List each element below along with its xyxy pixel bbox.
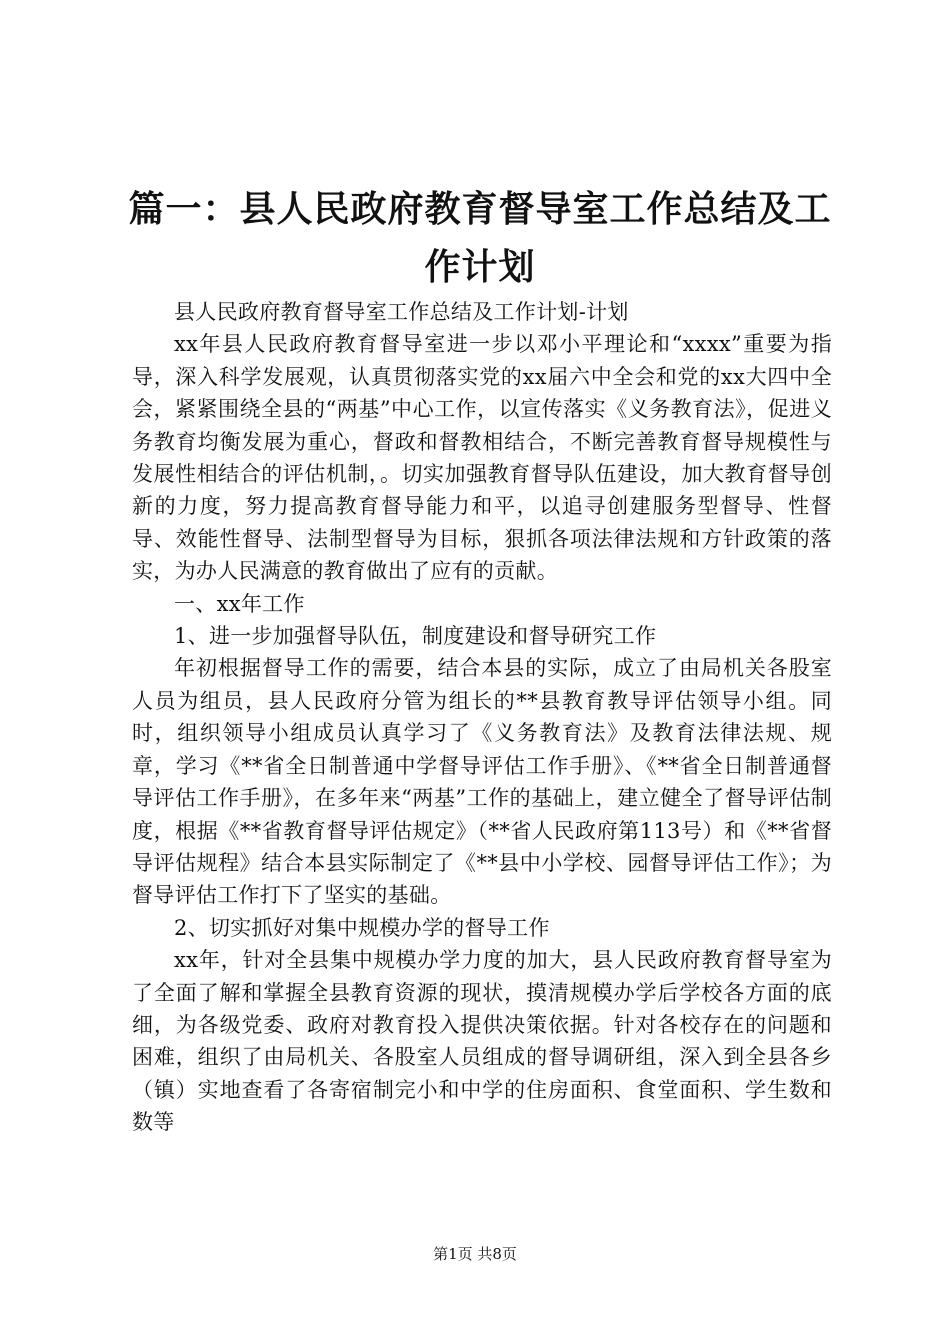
subsection-heading-2: 2、切实抓好对集中规模办学的督导工作 bbox=[174, 915, 550, 940]
paragraph-intro: xx年县人民政府教育督导室进一步以邓小平理论和“xxxx”重要为指导，深入科学发展观，认真贯彻落实党的xx届六中全会和党的xx大四中全会，紧紧围绕全县的“两基”中心工作，以宣传落实《义务教育法》，促进义务教育均衡发展为重心，督政和督教相结合，不断完善教育督导规模性与发展性相结合的评估机制，。切实加强教育督导队伍建设，加大教育督导创新的力度，努力提高教育督导能力和平，以追寻创建服务型督导、性督导、效能性督导、法制型督导为目标，狠抓各项法律法规和方针政策的落实，为办人民满意的教育做出了应有的贡献。 bbox=[132, 332, 832, 584]
paragraph-subtitle: 县人民政府教育督导室工作总结及工作计划-计划 bbox=[174, 300, 629, 324]
section-heading: 一、xx年工作 bbox=[174, 591, 305, 616]
page-footer: 第1页 共8页 bbox=[433, 1245, 517, 1263]
document-body bbox=[132, 296, 832, 1139]
document-title: 篇一：县人民政府教育督导室工作总结及工作计划 bbox=[128, 188, 832, 288]
subsection-heading-1: 1、进一步加强督导队伍，制度建设和督导研究工作 bbox=[174, 624, 657, 649]
paragraph-subsection-1: 年初根据督导工作的需要，结合本县的实际，成立了由局机关各股室人员为组员，县人民政府分管为组长的**县教育教导评估领导小组。同时，组织领导小组成员认真学习了《义务教育法》及教育法律法规、规章，学习《**省全日制普通中学督导评估工作手册》、《**省全日制普通督导评估工作手册》，在多年来“两基”工作的基础上，建立健全了督导评估制度，根据《**省教育督导评估规定》（**省人民政府第113号）和《**省督导评估规程》结合本县实际制定了《**县中小学校、园督导评估工作》；为督导评估工作打下了坚实的基础。 bbox=[132, 656, 832, 908]
paragraph-subsection-2: xx年，针对全县集中规模办学力度的加大，县人民政府教育督导室为了全面了解和掌握全县教育资源的现状，摸清规模办学后学校各方面的底细，为各级党委、政府对教育投入提供决策依据。针对各校存在的问题和困难，组织了由局机关、各股室人员组成的督导调研组，深入到全县各乡（镇）实地查看了各寄宿制完小和中学的住房面积、食堂面积、学生数和数等 bbox=[132, 948, 832, 1135]
